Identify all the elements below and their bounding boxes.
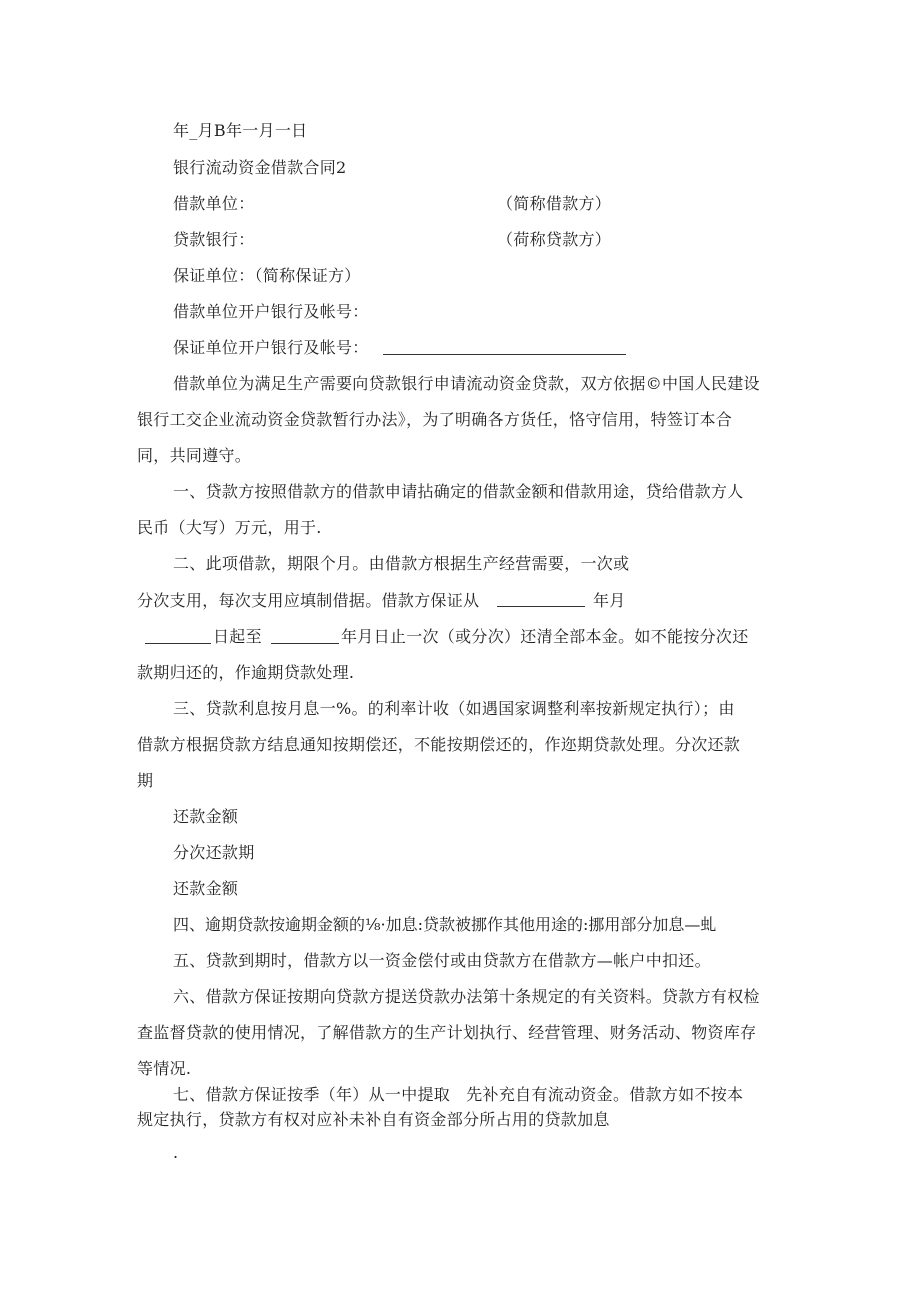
borrower-label: 借款单位：: [173, 194, 255, 213]
clause2-line-1: 二、此项借款，期限个月。由借款方根据生产经营需要，一次或: [173, 554, 630, 573]
start-date-blank: [497, 606, 585, 607]
installment-period: 分次还款期: [173, 843, 255, 862]
borrower-account-label: 借款单位开户银行及帐号：: [173, 302, 369, 321]
date-line: 年_月B年一月一日: [173, 121, 308, 140]
clause2-line-2b: 年月: [593, 591, 626, 610]
clause3-line-3: 期: [137, 771, 154, 790]
lender-abbr: （荷称贷款方）: [497, 230, 612, 249]
clause7-line-2: 规定执行，贷款方有权对应补未补自有资金部分所占用的贷款加息: [137, 1110, 610, 1129]
repay-amount-1: 还款金额: [173, 807, 239, 826]
end-date-blank: [271, 643, 339, 644]
lender-label: 贷款银行：: [173, 230, 255, 249]
clause2-line-4: 款期归还的，作逾期贷款处理.: [137, 663, 355, 682]
clause2-line-3a: 日起至: [213, 627, 262, 646]
clause6-line-1: 六、借款方保证按期向贷款方提送贷款办法第十条规定的有关资料。贷款方有权检: [173, 987, 760, 1006]
document-title: 银行流动资金借款合同2: [173, 158, 347, 177]
clause4: 四、逾期贷款按逾期金额的⅛·加息:贷款被挪作其他用途的:挪用部分加息—虬: [173, 915, 717, 934]
clause3-line-2: 借款方根据贷款方结息通知按期偿还，不能按期偿还的，作迩期贷款处理。分次还款: [137, 735, 741, 754]
borrower-abbr: （简称借款方）: [497, 194, 612, 213]
clause2-line-3b: 年月日止一次（或分次）还清全部本金。如不能按分次还: [341, 627, 749, 646]
guarantor-line: 保证单位：（简称保证方）: [173, 266, 361, 285]
clause2-line-2a: 分次支用，每次支用应填制借据。借款方保证从: [137, 591, 480, 610]
preamble-line-3: 同，共同遵守。: [137, 446, 252, 465]
guarantor-account-blank: [383, 354, 626, 355]
repay-amount-2: 还款金额: [173, 879, 239, 898]
clause5: 五、贷款到期时，借款方以一资金偿付或由贷款方在借款方—帐户中扣还。: [173, 951, 711, 970]
start-day-blank: [145, 643, 211, 644]
preamble-line-1: 借款单位为满足生产需要向贷款银行申请流动资金贷款，双方依据©中国人民建设: [173, 374, 760, 393]
clause3-line-1: 三、贷款利息按月息一%。的利率计收（如遇国家调整利率按新规定执行）；由: [173, 699, 735, 718]
clause7-line-1: 七、借款方保证按季（年）从一中提取 先补充自有流动资金。借款方如不按本: [173, 1085, 744, 1104]
preamble-line-2: 银行工交企业流动资金贷款暂行办法》，为了明确各方货任，恪守信用，特签订本合: [137, 410, 733, 429]
clause1-line-1: 一、贷款方按照借款方的借款申请拈确定的借款金额和借款用途，贷给借款方人: [173, 482, 744, 501]
guarantor-account-label: 保证单位开户银行及帐号：: [173, 338, 369, 357]
clause6-line-3: 等情况.: [137, 1059, 192, 1078]
clause6-line-2: 查监督贷款的使用情况，了解借款方的生产计划执行、经营管理、财务活动、物资库存: [137, 1023, 757, 1042]
trailing-dot: .: [173, 1143, 179, 1162]
clause1-line-2: 民币（大写）万元，用于.: [137, 518, 322, 537]
